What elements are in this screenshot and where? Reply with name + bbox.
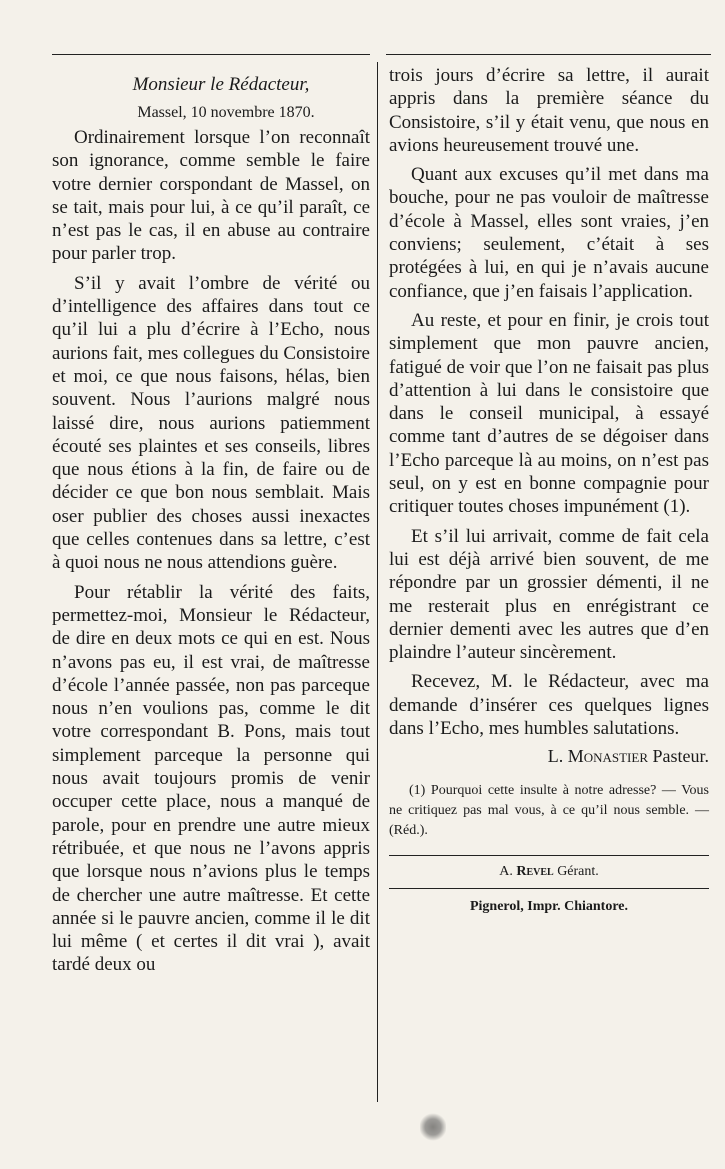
left-column	[52, 64, 370, 983]
letter-dateline: Massel, 10 novembre 1870.	[137, 104, 315, 121]
gerant-title: Gérant.	[557, 864, 599, 880]
letter-addressee: Monsieur le Rédacteur,	[132, 74, 310, 95]
signature	[389, 746, 709, 767]
paragraph: Quant aux excuses qu’il met dans ma bouche, pour ne pas vouloir de maîtresse d’école à Massel, elles sont vraies, j’en conviens; seulement, c’était à ses protégées à lui, en qui je n’avais aucune confiance, que j’en faisais l’application.	[389, 164, 709, 302]
right-column	[389, 64, 709, 915]
footnote: (1) Pourquoi cette insulte à notre adresse? — Vous ne critiquez pas mal vous, à ce qu’il nous semble. — (Réd.).	[389, 783, 709, 839]
paragraph: Au reste, et pour en finir, je crois tout simplement que mon pauvre ancien, fatigué de voir que l’on ne faisait pas plus d’attention à lui dans le consistoire que dans le conseil municipal, à essayé comme tant d’autres de se dégoiser dans l’Echo parceque là au moins, on n’est pas seul, on y est en bonne compagnie pour critiquer toutes choses impunément (1).	[389, 309, 709, 518]
paragraph: Et s’il lui arrivait, comme de fait cela lui est déjà arrivé bien souvent, de me répondre par un grossier démenti, il ne me resterait plus en enrégistrant ce dernier dementi avec les autres que d’en plaindre l’auteur sincèrement.	[389, 525, 709, 664]
gerant-line	[389, 864, 709, 880]
paragraph: Ordinairement lorsque l’on reconnaît son ignorance, comme semble le faire votre dernier corspondant de Massel, on se tait, mais pour lui, à ce qu’il paraît, ce n’est pas le cas, il en abuse au contraire pour parler trop.	[52, 127, 370, 265]
gerant-initial: A.	[499, 864, 513, 880]
signature-name: Monastier	[567, 746, 648, 767]
signature-title: Pasteur.	[652, 746, 709, 767]
printer-imprint: Pignerol, Impr. Chiantore.	[469, 899, 629, 915]
footer-rule	[389, 888, 709, 889]
footer-rule	[389, 855, 709, 856]
column-divider	[377, 62, 378, 1102]
paragraph: Pour rétablir la vérité des faits, permettez-moi, Monsieur le Rédacteur, de dire en deux mots ce qui en est. Nous n’avons pas eu, il est vrai, de maîtresse d’école l’année passée, non pas parceque nous n’en voulions pas, comme le dit votre correspondant B. Pons, mais tout simplement parceque la personne qui nous avait toujours promis de venir occuper cette place, nous a manqué de parole, pour en prendre une autre mieux rétribuée, et que nous ne l’avons appris que lorsque nous n’avions plus le temps de chercher une autre maîtresse. Et cette année si le pauvre ancien, comme il le dit lui même ( et certes il dit vrai ), avait tardé deux ou	[52, 581, 370, 976]
top-rule-left	[52, 54, 370, 55]
paragraph-continued: trois jours d’écrire sa lettre, il aurait appris dans la première séance du Consistoire, s’il y était venu, que nous en avions heureusement trouvé une.	[389, 65, 709, 156]
paragraph: S’il y avait l’ombre de vérité ou d’intelligence des affaires dans tout ce qu’il lui a plu d’écrire à l’Echo, nous aurions fait, mes collegues du Consistoire et moi, ce que nous faisons, hélas, bien souvent. Nous l’aurions malgré nous laissé dire, nous aurions patiemment écouté ses plaintes et ses conseils, libres que nous étions à la fin, de faire ou de décider ce que bon nous semblait. Mais oser publier des choses aussi inexactes que celles contenues dans sa lettre, c’est à quoi nous ne nous attendions guère.	[52, 272, 370, 574]
paragraph: Recevez, M. le Rédacteur, avec ma demande d’insérer ces quelques lignes dans l’Echo, mes humbles salutations.	[389, 671, 709, 740]
signature-initial: L.	[547, 746, 564, 767]
ink-smudge	[420, 1112, 446, 1142]
gerant-name: Revel	[516, 864, 554, 880]
top-rule-right	[386, 54, 711, 55]
